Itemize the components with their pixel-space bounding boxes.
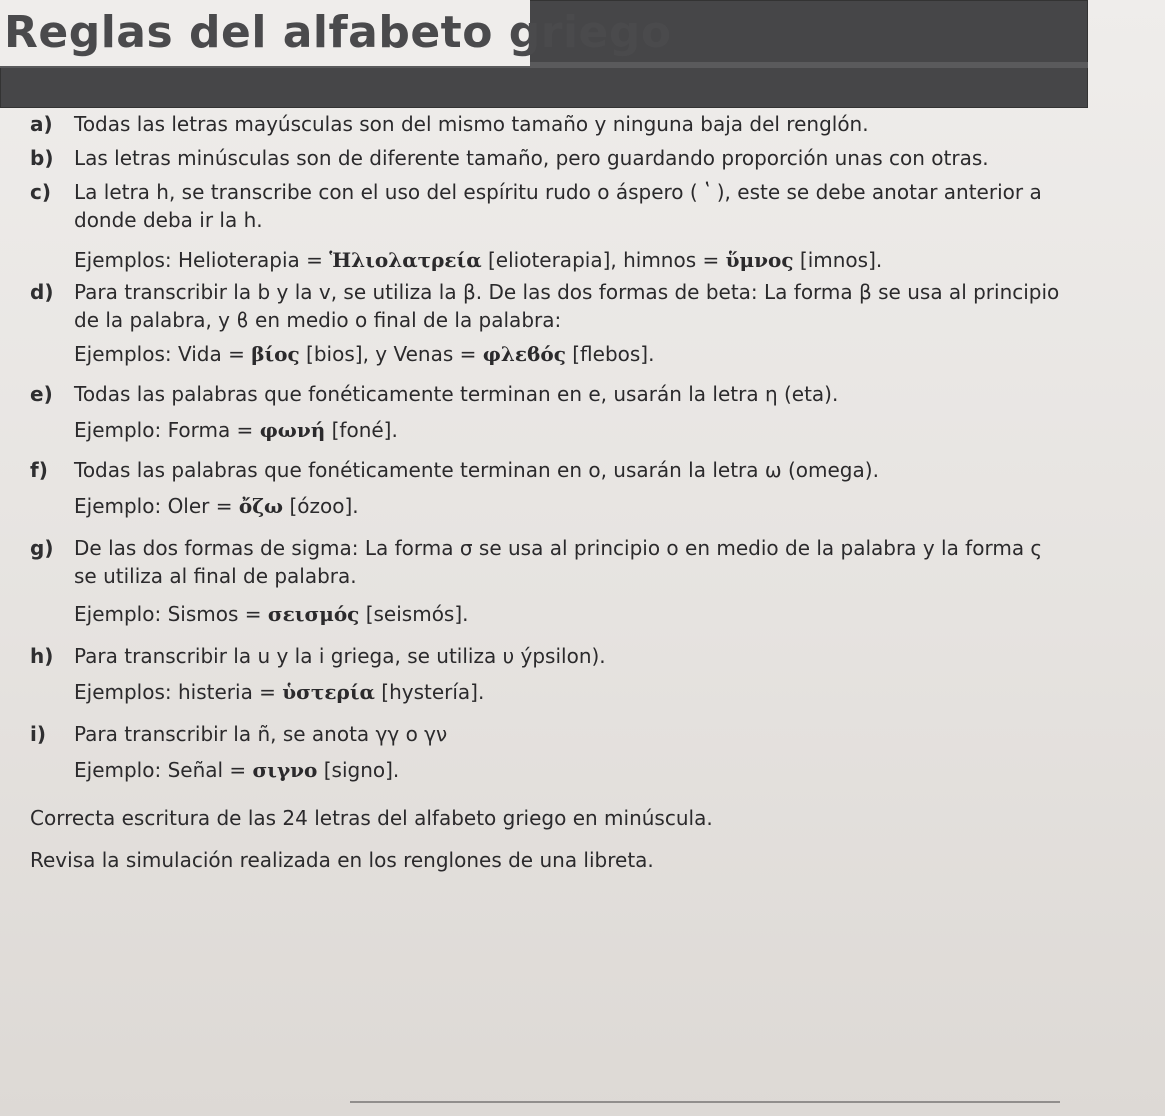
- rule-f-text: Todas las palabras que fonéticamente terminan en o, usarán la letra ω (omega).: [74, 458, 879, 482]
- rule-i: [30, 720, 1130, 784]
- rule-c-greek-2: ὕμνος: [725, 248, 794, 272]
- rule-e: [30, 380, 1130, 444]
- rule-e-example: [74, 416, 1130, 444]
- rule-i-example-suffix: [signo].: [317, 758, 400, 782]
- rule-f-example: [74, 492, 1130, 520]
- rule-d-marker: d): [30, 280, 54, 304]
- rule-c-greek-1: Ἡλιολατρεία: [329, 248, 482, 272]
- rule-g-line: [30, 534, 1130, 562]
- rule-i-marker: i): [30, 722, 46, 746]
- rule-e-marker: e): [30, 382, 53, 406]
- rule-f-example-suffix: [ózoo].: [283, 494, 359, 518]
- rule-g-example-suffix: [seismós].: [359, 602, 469, 626]
- rule-e-greek-1: φωνή: [259, 418, 326, 442]
- rule-c-example: [74, 246, 1130, 274]
- rule-d-line: [30, 278, 1130, 306]
- rule-g: [30, 534, 1130, 628]
- rule-c-marker: c): [30, 180, 51, 204]
- rule-c-example-prefix: Ejemplos: Helioterapia =: [74, 248, 330, 272]
- rule-e-example-suffix: [foné].: [325, 418, 398, 442]
- rule-d-continuation: de la palabra, y ϐ en medio o final de la palabra:: [74, 308, 562, 332]
- rule-i-text: Para transcribir la ñ, se anota γγ o γν: [74, 722, 448, 746]
- rule-g-continuation: se utiliza al final de palabra.: [74, 564, 357, 588]
- rule-a-marker: a): [30, 112, 53, 136]
- rule-d-example: [74, 340, 1130, 368]
- rule-h-marker: h): [30, 644, 54, 668]
- rule-i-greek-1: σιγνο: [252, 758, 318, 782]
- closing-line-1: Correcta escritura de las 24 letras del alfabeto griego en minúscula.: [30, 806, 713, 830]
- rule-c-text: La letra h, se transcribe con el uso del espíritu rudo o áspero ( ʽ ), este se debe anotar anterior a: [74, 180, 1042, 204]
- rule-d-example-middle: [bios], y Venas =: [299, 342, 483, 366]
- rule-f-example-prefix: Ejemplo: Oler =: [74, 494, 239, 518]
- rule-h: [30, 642, 1130, 706]
- rule-g-example-prefix: Ejemplo: Sismos =: [74, 602, 268, 626]
- rule-c-line: [30, 178, 1130, 206]
- rule-b-text: Las letras minúsculas son de diferente tamaño, pero guardando proporción unas con otras.: [74, 146, 989, 170]
- rule-a-line: [30, 110, 1130, 138]
- rule-b-line: [30, 144, 1130, 172]
- rule-c-example-middle: [elioterapia], himnos =: [481, 248, 726, 272]
- rule-g-example: [74, 600, 1130, 628]
- rules-content: [30, 102, 1130, 874]
- rule-d: [30, 278, 1130, 368]
- rule-i-example: [74, 756, 1130, 784]
- rule-f-marker: f): [30, 458, 48, 482]
- rule-f-greek-1: ὄζω: [238, 494, 284, 518]
- rule-h-line: [30, 642, 1130, 670]
- rule-g-marker: g): [30, 536, 54, 560]
- rule-a: [30, 110, 1130, 138]
- rule-d-example-prefix: Ejemplos: Vida =: [74, 342, 252, 366]
- rule-b-marker: b): [30, 146, 54, 170]
- rule-e-text: Todas las palabras que fonéticamente terminan en e, usarán la letra η (eta).: [74, 382, 839, 406]
- rule-c-continuation: donde deba ir la h.: [74, 208, 263, 232]
- rule-h-greek-1: ὑστερία: [282, 680, 375, 704]
- rule-h-example-prefix: Ejemplos: histeria =: [74, 680, 283, 704]
- rule-g-greek-1: σεισμός: [267, 602, 360, 626]
- rule-f-line: [30, 456, 1130, 484]
- rule-c: [30, 178, 1130, 274]
- page-title: Reglas del alfabeto griego: [4, 7, 672, 58]
- rule-b: [30, 144, 1130, 172]
- rule-d-greek-2: φλεϐός: [482, 342, 566, 366]
- rule-i-example-prefix: Ejemplo: Señal =: [74, 758, 253, 782]
- rule-h-example: [74, 678, 1130, 706]
- rule-d-greek-1: βίος: [251, 342, 300, 366]
- rule-d-text: Para transcribir la b y la v, se utiliza la β. De las dos formas de beta: La forma β se usa al principio: [74, 280, 1060, 304]
- rule-e-line: [30, 380, 1130, 408]
- rule-c-example-suffix: [imnos].: [793, 248, 883, 272]
- closing-line-2: Revisa la simulación realizada en los renglones de una libreta.: [30, 848, 654, 872]
- rule-e-example-prefix: Ejemplo: Forma =: [74, 418, 260, 442]
- rule-g-text: De las dos formas de sigma: La forma σ se usa al principio o en medio de la palabra y la forma ς: [74, 536, 1043, 560]
- rule-h-text: Para transcribir la u y la i griega, se utiliza υ ýpsilon).: [74, 644, 606, 668]
- rule-f: [30, 456, 1130, 520]
- bottom-divider: [350, 1101, 1060, 1103]
- rule-h-example-suffix: [hystería].: [374, 680, 485, 704]
- rule-a-text: Todas las letras mayúsculas son del mismo tamaño y ninguna baja del renglón.: [74, 112, 869, 136]
- rule-d-example-suffix: [flebos].: [565, 342, 655, 366]
- rule-i-line: [30, 720, 1130, 748]
